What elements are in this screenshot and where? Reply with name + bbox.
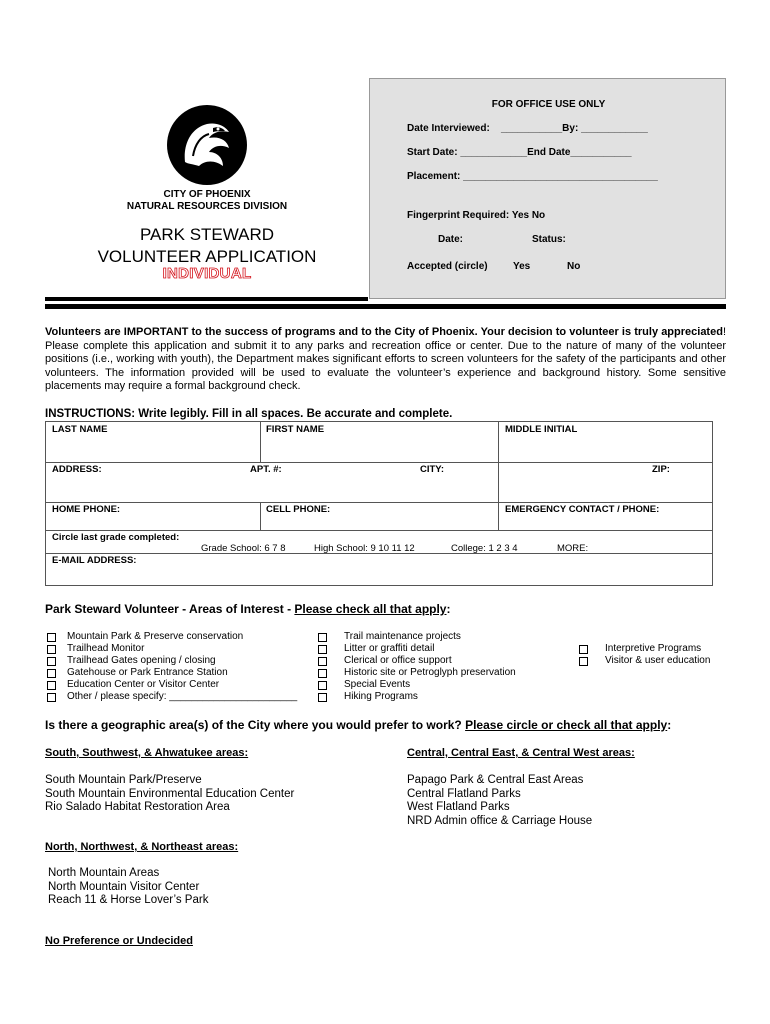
org-name-line1: CITY OF PHOENIX bbox=[163, 189, 251, 200]
interest-item: Hiking Programs bbox=[344, 691, 418, 702]
grade-school-options[interactable]: Grade School: 6 7 8 bbox=[201, 543, 286, 554]
area-item[interactable]: Rio Salado Habitat Restoration Area bbox=[45, 801, 230, 813]
area-item[interactable]: Central Flatland Parks bbox=[407, 787, 521, 800]
individual-label: INDIVIDUAL bbox=[162, 265, 252, 282]
interest-col1 bbox=[47, 631, 307, 711]
interest-other-field[interactable]: Other / please specify: _______________________ bbox=[67, 691, 298, 702]
header-rule-top bbox=[45, 297, 368, 301]
interest-col3 bbox=[579, 643, 729, 673]
cell-phone-field[interactable]: CELL PHONE: bbox=[266, 504, 331, 515]
area-item[interactable]: West Flatland Parks bbox=[407, 801, 510, 813]
address-field[interactable]: ADDRESS: bbox=[52, 464, 102, 475]
geo-question: Is there a geographic area(s) of the City where you would prefer to work? Please circle or check all that apply: bbox=[45, 718, 672, 732]
interest-item: Mountain Park & Preserve conservation bbox=[67, 631, 244, 642]
interest-item: Trailhead Gates opening / closing bbox=[67, 655, 216, 666]
phoenix-logo-icon bbox=[163, 104, 251, 186]
checkbox[interactable] bbox=[47, 657, 56, 666]
checkbox[interactable] bbox=[47, 681, 56, 690]
email-field[interactable]: E-MAIL ADDRESS: bbox=[52, 555, 137, 566]
middle-initial-field[interactable]: MIDDLE INITIAL bbox=[505, 424, 578, 435]
title-line2: VOLUNTEER APPLICATION bbox=[97, 247, 317, 266]
interest-col2 bbox=[318, 631, 548, 711]
checkbox[interactable] bbox=[318, 669, 327, 678]
interest-item: Trailhead Monitor bbox=[67, 643, 145, 654]
grade-label: Circle last grade completed: bbox=[52, 532, 180, 543]
org-name-line2: NATURAL RESOURCES DIVISION bbox=[126, 201, 288, 212]
college-options[interactable]: College: 1 2 3 4 bbox=[451, 543, 518, 554]
area-item[interactable]: South Mountain Park/Preserve bbox=[45, 774, 202, 786]
first-name-field[interactable]: FIRST NAME bbox=[266, 424, 325, 435]
date-label: Date: bbox=[438, 234, 464, 245]
more-option[interactable]: MORE: bbox=[557, 543, 589, 554]
apt-field[interactable]: APT. #: bbox=[250, 464, 282, 475]
fingerprint-required: Fingerprint Required: Yes No bbox=[407, 210, 546, 221]
central-areas-list bbox=[407, 774, 592, 828]
checkbox[interactable] bbox=[579, 645, 588, 654]
zip-field[interactable]: ZIP: bbox=[652, 464, 670, 475]
interest-item: Litter or graffiti detail bbox=[344, 643, 435, 654]
checkbox[interactable] bbox=[318, 693, 327, 702]
checkbox[interactable] bbox=[47, 633, 56, 642]
date-interviewed-label: Date Interviewed: bbox=[407, 123, 490, 134]
status-label: Status: bbox=[532, 234, 566, 245]
interest-item: Interpretive Programs bbox=[605, 643, 702, 654]
interest-heading: Park Steward Volunteer - Areas of Interest - Please check all that apply: bbox=[45, 602, 451, 616]
last-name-field[interactable]: LAST NAME bbox=[52, 424, 108, 435]
interest-item: Trail maintenance projects bbox=[344, 631, 461, 642]
checkbox[interactable] bbox=[47, 669, 56, 678]
area-item[interactable]: NRD Admin office & Carriage House bbox=[407, 814, 593, 827]
interest-item: Clerical or office support bbox=[344, 655, 452, 666]
interest-item: Historic site or Petroglyph preservation bbox=[344, 667, 516, 678]
instructions: INSTRUCTIONS: Write legibly. Fill in all spaces. Be accurate and complete. bbox=[45, 408, 453, 420]
south-areas-list bbox=[45, 774, 294, 815]
emergency-contact-field[interactable]: EMERGENCY CONTACT / PHONE: bbox=[505, 504, 660, 515]
area-item[interactable]: Reach 11 & Horse Lover’s Park bbox=[48, 894, 209, 906]
personal-info-grid bbox=[45, 421, 713, 586]
placement-field: Placement: ___________________________________ bbox=[407, 171, 658, 182]
checkbox[interactable] bbox=[318, 633, 327, 642]
north-areas-heading: North, Northwest, & Northeast areas: bbox=[45, 841, 239, 853]
area-item[interactable]: North Mountain Visitor Center bbox=[48, 880, 200, 893]
area-item[interactable]: Papago Park & Central East Areas bbox=[407, 774, 584, 786]
date-interviewed-line: ___________By: ____________ bbox=[501, 123, 648, 134]
interest-item: Education Center or Visitor Center bbox=[67, 679, 220, 690]
checkbox[interactable] bbox=[318, 657, 327, 666]
interest-item: Visitor & user education bbox=[605, 655, 711, 666]
city-field[interactable]: CITY: bbox=[420, 464, 445, 475]
checkbox[interactable] bbox=[47, 693, 56, 702]
high-school-options[interactable]: High School: 9 10 11 12 bbox=[314, 543, 415, 554]
area-item[interactable]: South Mountain Environmental Education Center bbox=[45, 787, 295, 800]
north-areas-list bbox=[48, 867, 208, 908]
checkbox[interactable] bbox=[579, 657, 588, 666]
checkbox[interactable] bbox=[47, 645, 56, 654]
office-heading: FOR OFFICE USE ONLY bbox=[491, 99, 606, 110]
intro-paragraph: Volunteers are IMPORTANT to the success of programs and to the City of Phoenix. Your decision to volunteer is truly appreciated! Please complete this application and submit it to any parks and recreation office or center. Due to the nature of many of the volunteer positions (i.e., working with youth), the Department makes significant efforts to screen volunteers for the safety of the participants and other volunteers. The information provided will be used to evaluate the volunteer’s experience and background history. Some sensitive placements may require a formal background check. bbox=[45, 326, 726, 393]
office-use-box bbox=[369, 78, 726, 299]
south-areas-heading: South, Southwest, & Ahwatukee areas: bbox=[45, 747, 249, 759]
accepted-yes: Yes bbox=[513, 261, 531, 272]
title-line1: PARK STEWARD bbox=[139, 225, 275, 244]
checkbox[interactable] bbox=[318, 681, 327, 690]
header-rule-bottom bbox=[45, 304, 726, 309]
accepted-label: Accepted (circle) bbox=[407, 261, 488, 272]
home-phone-field[interactable]: HOME PHONE: bbox=[52, 504, 121, 515]
central-areas-heading: Central, Central East, & Central West areas: bbox=[407, 747, 635, 759]
checkbox[interactable] bbox=[318, 645, 327, 654]
no-preference-option[interactable]: No Preference or Undecided bbox=[45, 935, 193, 947]
area-item[interactable]: North Mountain Areas bbox=[48, 867, 160, 879]
start-end-date: Start Date: ____________End Date___________ bbox=[407, 147, 632, 158]
accepted-no: No bbox=[567, 261, 581, 272]
interest-item: Gatehouse or Park Entrance Station bbox=[67, 667, 228, 678]
interest-item: Special Events bbox=[344, 679, 411, 690]
